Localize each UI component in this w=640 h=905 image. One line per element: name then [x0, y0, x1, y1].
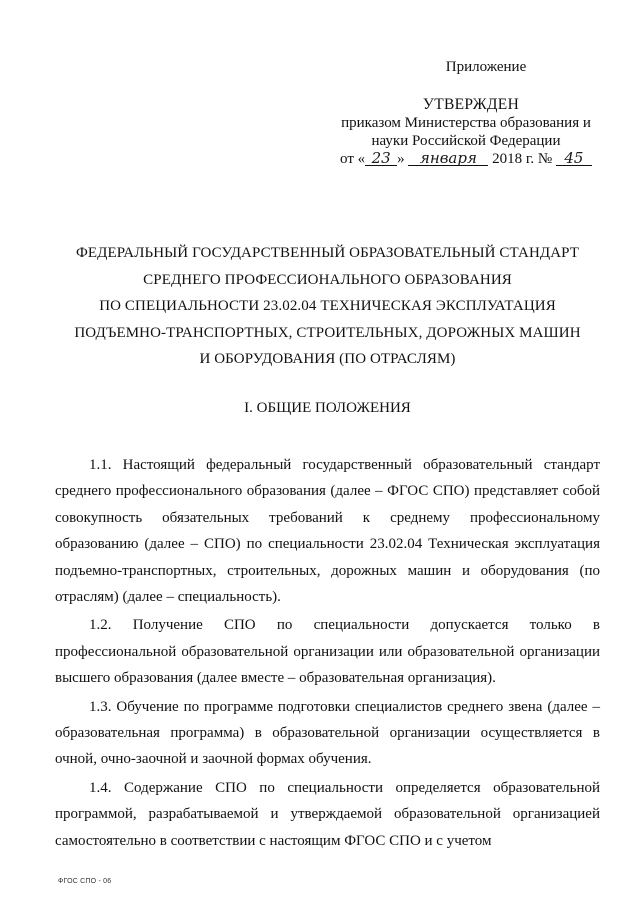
- approved-label: УТВЕРЖДЕН: [422, 96, 520, 113]
- title-line-2: СРЕДНЕГО ПРОФЕССИОНАЛЬНОГО ОБРАЗОВАНИЯ: [143, 271, 512, 288]
- handwritten-order-number: 45: [556, 151, 592, 166]
- document-body: [55, 452, 600, 856]
- title-line-5: И ОБОРУДОВАНИЯ (ПО ОТРАСЛЯМ): [199, 351, 456, 367]
- order-line-2: науки Российской Федерации: [371, 133, 561, 149]
- date-prefix: от «: [340, 151, 366, 167]
- paragraph-1-4: 1.4. Содержание СПО по специальности определяется образовательной программой, разрабатываемой и утверждаемой образовательной организацией самостоятельно в соответствии с настоящим ФГОС СПО и с учетом: [55, 779, 600, 849]
- approval-block: [316, 58, 616, 168]
- paragraph-1-1: 1.1. Настоящий федеральный государственный образовательный стандарт среднего профессионального образования (далее – ФГОС СПО) представляет собой совокупность обязательных требований к среднему профессиональному образованию (далее – СПО) по специальности 23.02.04 Техническая эксплуатация подъемно-транспортных, строительных, дорожных машин и оборудования (по отраслям) (далее – специальность).: [55, 457, 600, 606]
- date-mid: »: [397, 151, 405, 167]
- title-line-4: ПОДЪЕМНО-ТРАНСПОРТНЫХ, СТРОИТЕЛЬНЫХ, ДОРОЖНЫХ МАШИН: [74, 324, 581, 341]
- title-line-3: ПО СПЕЦИАЛЬНОСТИ 23.02.04 ТЕХНИЧЕСКАЯ ЭКСПЛУАТАЦИЯ: [99, 298, 556, 314]
- order-date-line: [316, 150, 616, 168]
- handwritten-month: января: [408, 151, 488, 166]
- appendix-label: Приложение: [445, 59, 527, 75]
- order-line-1: приказом Министерства образования и: [341, 115, 591, 131]
- title-line-1: ФЕДЕРАЛЬНЫЙ ГОСУДАРСТВЕННЫЙ ОБРАЗОВАТЕЛЬНЫЙ СТАНДАРТ: [75, 245, 580, 261]
- handwritten-day: 23: [365, 151, 397, 166]
- section-heading: I. ОБЩИЕ ПОЛОЖЕНИЯ: [244, 400, 411, 416]
- paragraph-1-3: 1.3. Обучение по программе подготовки специалистов среднего звена (далее – образовательная программа) в образовательной организации осуществляется в очной, очно-заочной и заочной формах обучения.: [55, 698, 600, 768]
- footer-code: ФГОС СПО - 06: [58, 878, 112, 885]
- paragraph-1-2: 1.2. Получение СПО по специальности допускается только в профессиональной образовательной организации или образовательной организации высшего образования (далее вместе – образовательная организация).: [55, 617, 600, 687]
- standard-title: [40, 240, 615, 373]
- date-year: 2018 г. №: [492, 151, 553, 167]
